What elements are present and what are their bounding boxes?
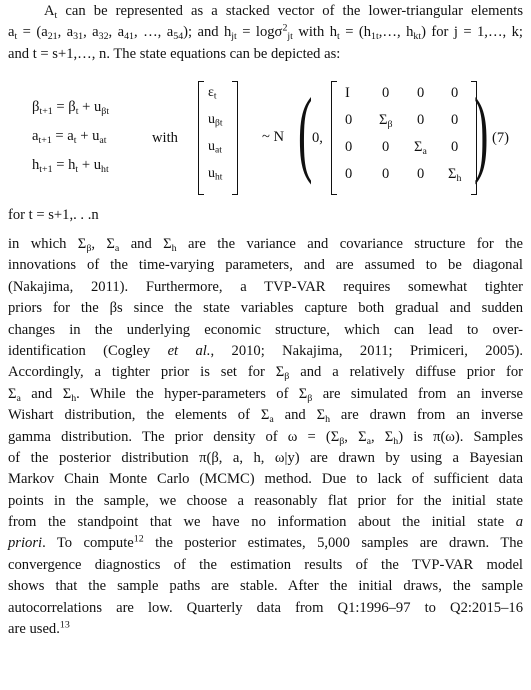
right-parenthesis: )	[474, 78, 489, 185]
normal-distribution-symbol: ~ N	[262, 129, 285, 145]
body-paragraph	[8, 234, 523, 640]
equation-number: (7)	[492, 130, 510, 146]
body-line: Accordingly, a tighter prior is set for $\Sigma_\beta$ and a relatively diffuse prior for	[8, 364, 523, 383]
matrix-cell: 0	[345, 139, 353, 155]
matrix-cell: 0	[451, 112, 459, 128]
with-word: with	[152, 130, 178, 146]
body-line: of the posterior distribution π(β, a, h, ω|y) are drawn by using a Bayesian	[8, 449, 523, 466]
for-t-line: for t = s+1,. . .n	[8, 207, 99, 223]
body-line: are used.$^{13}$	[8, 619, 70, 638]
body-line: gamma distribution. The prior density of $\omega = (\Sigma_\beta$, $\Sigma_a$, $\Sigma_h$) is π(ω). Samples	[8, 428, 523, 447]
matrix-cell: 0	[417, 166, 425, 182]
paper-page	[8, 0, 524, 638]
vector-cell: $u_{\beta t}$	[208, 112, 223, 129]
matrix-cell: 0	[345, 112, 353, 128]
vector-right-bracket	[232, 81, 238, 195]
matrix-cell: 0	[382, 139, 390, 155]
vector-cell: $u_{at}$	[208, 139, 222, 156]
matrix-cell: $\Sigma_a$	[414, 139, 427, 157]
matrix-cell: $\Sigma_\beta$	[379, 112, 393, 130]
body-line: $\Sigma_a$ and $\Sigma_h$. While the hyper-parameters of $\Sigma_\beta$ are simulated from an inverse	[8, 385, 523, 404]
body-line: priori. To compute$^{12}$ the posterior estimates, 5,000 samples are drawn. The	[8, 534, 524, 552]
body-line: identification (Cogley et al., 2010; Nakajima, 2011; Primiceri, 2005).	[8, 342, 523, 359]
body-line: changes in the underlying economic structure, which can lead to over-	[8, 321, 523, 338]
intro-line-3: and t = s+1,…, n. The state equations can be depicted as:	[8, 45, 341, 62]
body-line: points in the sample, we choose a reasonably flat prior for the initial state	[8, 492, 523, 509]
matrix-cell: 0	[417, 85, 425, 101]
covariance-matrix	[331, 81, 481, 195]
left-parenthesis: (	[298, 78, 313, 185]
matrix-cell: I	[345, 85, 350, 101]
body-line: autocorrelations are low. Quarterly data from Q1:1996–97 to Q2:2015–16	[8, 599, 523, 616]
state-equations	[8, 78, 523, 195]
matrix-left-bracket	[331, 81, 337, 195]
body-line: shows that the sample paths are stable. After the initial draws, the sample	[8, 578, 523, 595]
body-line: from the standpoint that we have no information about the initial state a	[8, 514, 523, 531]
matrix-cell: 0	[382, 166, 390, 182]
zero-mean: 0,	[312, 130, 323, 146]
matrix-cell: 0	[451, 139, 459, 155]
vector-cell: $\varepsilon_t$	[208, 85, 217, 102]
matrix-cell: 0	[451, 85, 459, 101]
body-line: innovations of the time-varying parameters, and are assumed to be diagonal	[8, 257, 523, 274]
intro-paragraph	[8, 0, 523, 65]
body-line: convergence diagnostics of the estimation results of the TVP-VAR model	[8, 556, 523, 573]
a-equation: $a_{t+1} = a_t + u_{at}$	[32, 128, 107, 146]
intro-line-1: $A_t$ can be represented as a stacked vector of the lower-triangular elements	[44, 3, 523, 21]
body-line: in which $\Sigma_\beta$, $\Sigma_a$ and $\Sigma_h$ are the variance and covariance structure for the	[8, 236, 524, 254]
matrix-cell: 0	[345, 166, 353, 182]
body-line: Markov Chain Monte Carlo (MCMC) method. Due to lack of sufficient data	[8, 471, 523, 488]
matrix-cell: $\Sigma_h$	[448, 166, 462, 184]
vector-left-bracket	[198, 81, 204, 195]
matrix-cell: 0	[382, 85, 390, 101]
beta-equation: $\beta_{t+1} = \beta_t + u_{\beta t}$	[32, 99, 110, 117]
equation-lines	[32, 93, 172, 180]
body-line: priors for the βs since the state variables capture both gradual and sudden	[8, 300, 523, 317]
matrix-cell: 0	[417, 112, 425, 128]
vector-cell: $u_{ht}$	[208, 166, 223, 183]
h-equation: $h_{t+1} = h_t + u_{ht}$	[32, 157, 109, 175]
intro-line-2: $a_t = (a_{21}$, $a_{31}$, $a_{32}$, $a_{41}$, …, $a_{54}$); and $h_{jt} = \log\sigma^2_{jt}$ with $h_t$ = ($h_{1t},\dots$, $h_{kt}$) for j = 1,…, k;	[8, 22, 523, 43]
body-line: (Nakajima, 2011). Furthermore, a TVP-VAR requires somewhat tighter	[8, 278, 523, 295]
body-line: Wishart distribution, the elements of $\Sigma_a$ and $\Sigma_h$ are drawn from an inverse	[8, 407, 524, 425]
